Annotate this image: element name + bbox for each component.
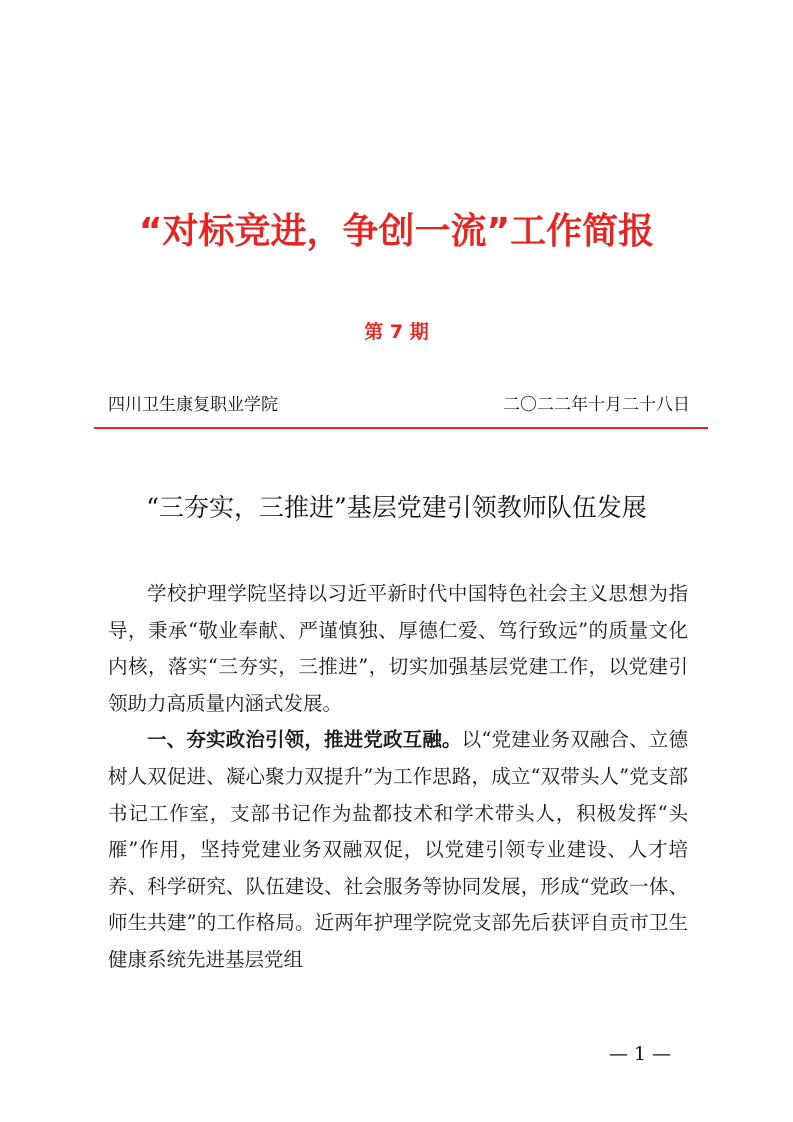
section-1-text: 以“党建业务双融合、立德树人双促进、凝心聚力双提升”为工作思路，成立“双带头人”党支部书记工作室，支部书记作为盐都技术和学术带头人，积极发挥“头雁”作用，坚持党建业务双融双促，以党建引领专业建设、人才培养、科学研究、队伍建设、社会服务等协同发展，形成“党政一体、师生共建”的工作格局。近两年护理学院党支部先后获评自贡市卫生健康系统先进基层党组 [108, 728, 688, 971]
paragraph-section-1 [108, 722, 688, 978]
issue-date: 二〇二二年十月二十八日 [503, 395, 690, 415]
issuing-organization: 四川卫生康复职业学院 [108, 395, 278, 415]
red-divider-line [94, 427, 708, 429]
article-body [108, 576, 688, 979]
page-number: — 1 — [608, 1043, 671, 1065]
section-1-heading: 一、夯实政治引领，推进党政互融。 [147, 728, 462, 752]
paragraph-intro: 学校护理学院坚持以习近平新时代中国特色社会主义思想为指导，秉承“敬业奉献、严谨慎独、厚德仁爱、笃行致远”的质量文化内核，落实“三夯实，三推进”，切实加强基层党建工作，以党建引领助力高质量内涵式发展。 [108, 582, 688, 715]
brief-title: “对标竞进，争创一流”工作简报 [138, 211, 655, 252]
issue-number: 第 7 期 [364, 321, 429, 343]
article-title: “三夯实，三推进”基层党建引领教师队伍发展 [146, 493, 647, 522]
